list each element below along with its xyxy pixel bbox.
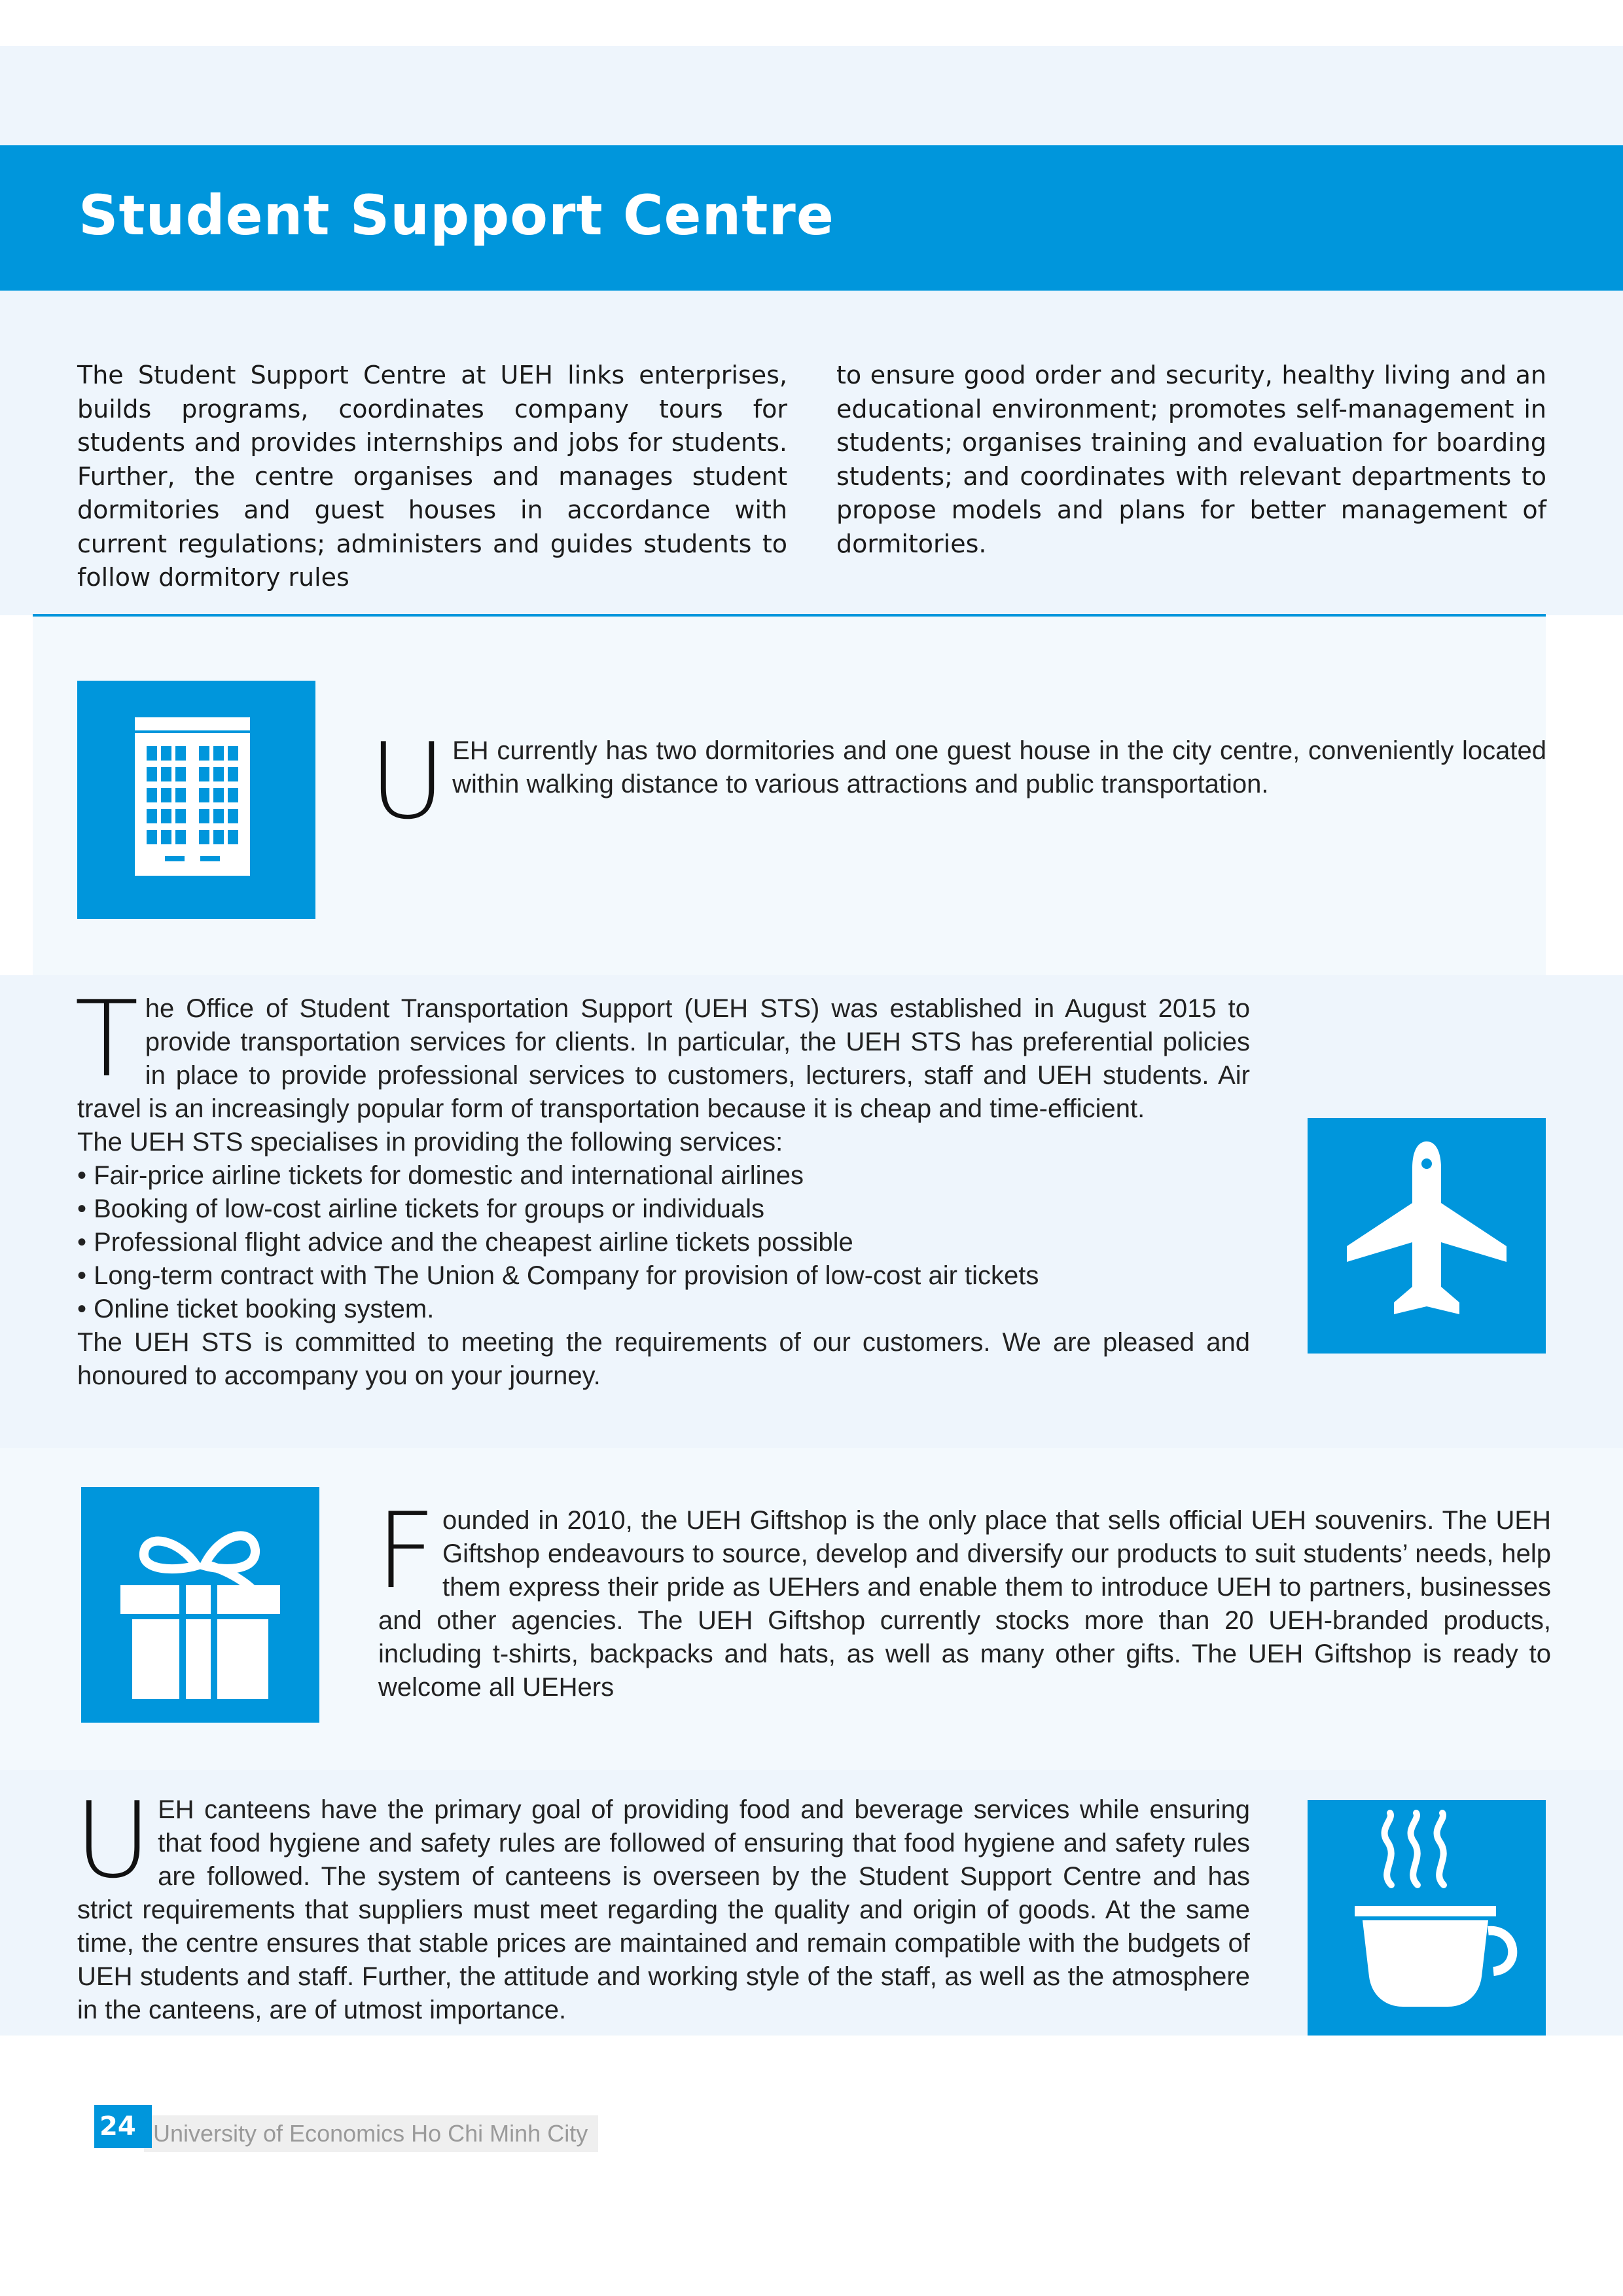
dormitory-body: EH currently has two dormitories and one guest house in the city centre, conveniently located within walking distance to various attractions and public transportation. [452,736,1546,798]
coffee-cup-icon [1308,1800,1546,2036]
canteen-body: EH canteens have the primary goal of providing food and beverage services while ensuring that food hygiene and safety rules are followed of ensuring that food hygiene and safety rules are followed. The system of canteens is overseen by the Student Support Centre and has strict requirements that suppliers must meet regarding the quality and origin of goods. At the same time, the centre ensures that stable prices are maintained and remain compatible with the budgets of UEH students and staff. Further, the attitude and working style of the staff, as well as the atmosphere in the canteens, are of utmost importance. [77,1795,1250,2024]
intro-left-column: The Student Support Centre at UEH links enterprises, builds programs, coordinates company tours for students and provides internships and jobs for students. Further, the centre organises and manages student dormitories and guest houses in accordance with current regulations; administers and guides students to follow dormitory rules [77,361,787,592]
gift-icon [81,1487,319,1723]
title-bar [0,145,1623,291]
transport-dropcap: T [75,978,139,1100]
section-divider [33,614,1546,617]
giftshop-body: ounded in 2010, the UEH Giftshop is the only place that sells official UEH souvenirs. The UEH Giftshop endeavours to source, develop and diversify our products to suit students’ needs, help them express their pride as UEHers and enable them to introduce UEH to partners, businesses and other agencies. The UEH Giftshop currently stocks more than 20 UEH-branded products, including t-shirts, backpacks and hats, as well as many other gifts. The UEH Giftshop is ready to welcome all UEHers [378,1506,1551,1702]
dormitory-text [369,720,1546,842]
canteen-icon-box [1308,1800,1546,2036]
page-number: 24 [94,2105,152,2148]
footer-university-label: University of Economics Ho Chi Minh City [144,2115,598,2152]
canteen-dropcap: U [75,1779,152,1901]
giftshop-text [376,1490,1551,1704]
airplane-icon [1308,1118,1546,1354]
list-item: • Professional flight advice and the cheapest airline tickets possible [77,1228,853,1257]
transport-services-intro: The UEH STS specialises in providing the following services: [77,1128,783,1157]
list-item: • Long-term contract with The Union & Company for provision of low-cost air tickets [77,1261,1039,1290]
building-icon [77,681,315,919]
list-item: • Fair-price airline tickets for domestic and international airlines [77,1161,804,1190]
list-item: • Online ticket booking system. [77,1295,435,1323]
intro-right-column: to ensure good order and security, healthy living and an educational environment; promotes self-management in students; organises training and evaluation for boarding students; and coordinates with relevant departments to propose models and plans for better management of dormitories. [836,361,1546,558]
page-title: Student Support Centre [79,183,834,247]
transport-icon-box [1308,1118,1546,1354]
transport-services-list [77,1159,1250,1326]
canteen-text [75,1779,1250,2027]
giftshop-icon-box [81,1487,319,1723]
giftshop-dropcap: F [376,1490,437,1612]
transport-text [75,978,1250,1393]
list-item: • Booking of low-cost airline tickets for groups or individuals [77,1194,765,1223]
transport-body: he Office of Student Transportation Support (UEH STS) was established in August 2015 to provide transportation services for clients. In particular, the UEH STS has preferential policies in place to provide professional services to customers, lecturers, staff and UEH students. Air travel is an increasingly popular form of transportation because it is cheap and time-efficient. [77,994,1250,1123]
dormitory-icon-box [77,681,315,919]
dormitory-dropcap: U [369,720,446,842]
transport-closing: The UEH STS is committed to meeting the requirements of our customers. We are pleased and honoured to accompany you on your journey. [77,1328,1250,1390]
